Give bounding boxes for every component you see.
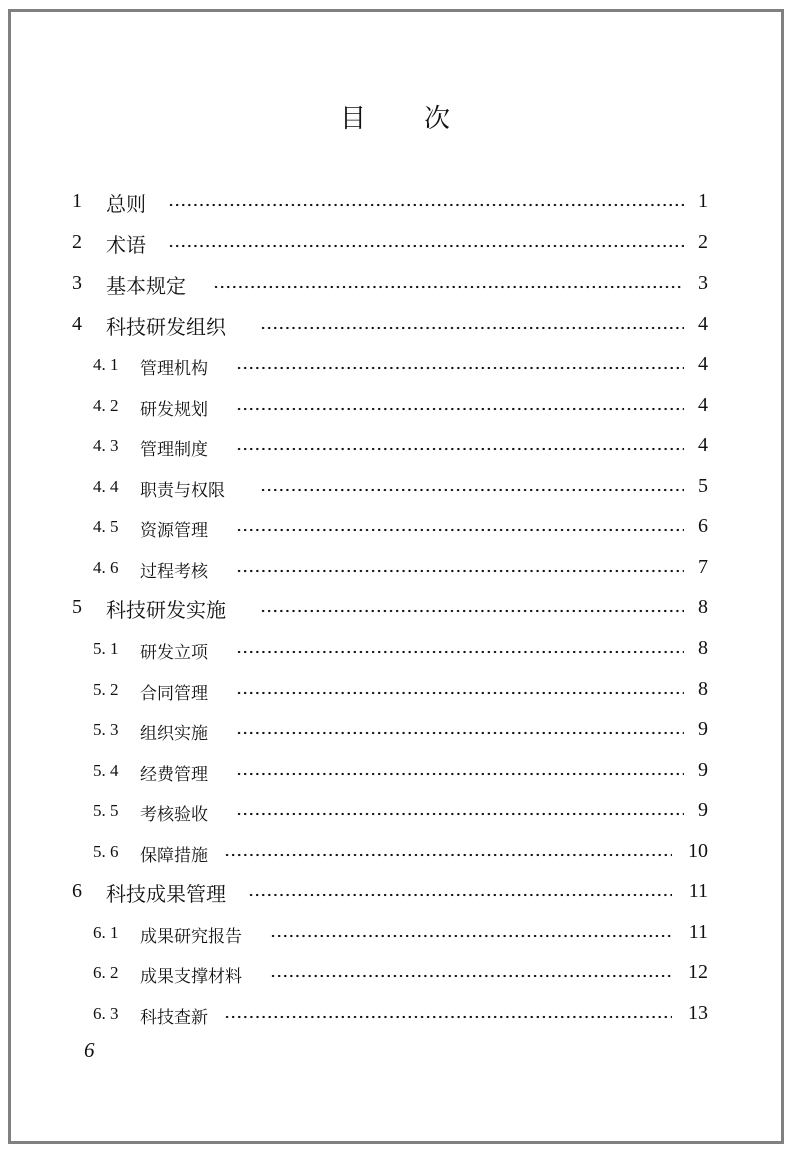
dot-leader (236, 569, 684, 573)
toc-entry[interactable] (0, 919, 790, 949)
toc-entry-label: 资源管理 (140, 521, 208, 540)
toc-entry[interactable] (0, 797, 790, 827)
toc-entry-page: 8 (698, 678, 708, 700)
toc-entry-label: 管理制度 (140, 440, 208, 459)
toc-entry[interactable] (0, 554, 790, 584)
title-char-2: 次 (424, 104, 451, 134)
toc-entry-label: 考核验收 (140, 805, 208, 824)
dot-leader (270, 934, 672, 938)
toc-entry-page: 3 (698, 272, 708, 294)
dot-leader (213, 285, 684, 289)
toc-entry-page: 7 (698, 556, 708, 578)
toc-entry-number: 6. 2 (93, 963, 119, 982)
toc-entry[interactable] (0, 676, 790, 706)
toc-entry[interactable] (0, 959, 790, 989)
toc-title (0, 98, 790, 135)
toc-entry-label: 总则 (106, 194, 146, 216)
toc-entry-number: 4. 6 (93, 558, 119, 577)
toc-entry-number: 6 (72, 880, 82, 902)
toc-entry-number: 6. 3 (93, 1004, 119, 1023)
dot-leader (260, 609, 684, 613)
toc-entry-page: 6 (698, 515, 708, 537)
toc-entry-page: 10 (688, 840, 708, 862)
toc-entry-number: 5. 6 (93, 842, 119, 861)
toc-entry-page: 9 (698, 759, 708, 781)
toc-entry-page: 9 (698, 718, 708, 740)
toc-entry-number: 1 (72, 190, 82, 212)
toc-entry-label: 合同管理 (140, 684, 208, 703)
toc-entry[interactable] (0, 635, 790, 665)
toc-entry-page: 4 (698, 353, 708, 375)
toc-entry-number: 4. 2 (93, 396, 119, 415)
toc-entry-page: 12 (688, 961, 708, 983)
toc-entry-page: 8 (698, 637, 708, 659)
dot-leader (236, 528, 684, 532)
toc-entry-label: 基本规定 (106, 276, 186, 298)
toc-entry-number: 3 (72, 272, 82, 294)
toc-entry[interactable] (0, 270, 790, 300)
toc-entry[interactable] (0, 351, 790, 381)
toc-entry-page: 5 (698, 475, 708, 497)
toc-entry[interactable] (0, 392, 790, 422)
toc-entry-label: 组织实施 (140, 724, 208, 743)
toc-entry-number: 4. 3 (93, 436, 119, 455)
toc-entry-number: 6. 1 (93, 923, 119, 942)
toc-entry[interactable] (0, 473, 790, 503)
dot-leader (236, 447, 684, 451)
toc-entry-label: 经费管理 (140, 765, 208, 784)
toc-entry-number: 5 (72, 596, 82, 618)
toc-entry-label: 职责与权限 (140, 481, 225, 500)
dot-leader (224, 853, 672, 857)
toc-entry-label: 科技成果管理 (106, 884, 226, 906)
toc-entry-label: 管理机构 (140, 359, 208, 378)
toc-entry-number: 4. 1 (93, 355, 119, 374)
page-number: 6 (84, 1038, 95, 1062)
dot-leader (260, 488, 684, 492)
dot-leader (236, 691, 684, 695)
toc-entry-page: 2 (698, 231, 708, 253)
dot-leader (168, 244, 684, 248)
toc-entry-label: 研发规划 (140, 400, 208, 419)
dot-leader (236, 812, 684, 816)
toc-entry-number: 4 (72, 313, 82, 335)
toc-entry[interactable] (0, 311, 790, 341)
dot-leader (236, 407, 684, 411)
dot-leader (236, 772, 684, 776)
toc-entry-page: 13 (688, 1002, 708, 1024)
toc-entry-number: 4. 4 (93, 477, 119, 496)
toc-entry-label: 术语 (106, 235, 146, 257)
toc-entry-page: 11 (688, 921, 708, 943)
toc-entry-number: 5. 1 (93, 639, 119, 658)
dot-leader (236, 366, 684, 370)
dot-leader (236, 650, 684, 654)
toc-entry[interactable] (0, 432, 790, 462)
toc-entry-label: 科技查新 (140, 1008, 208, 1027)
dot-leader (168, 203, 684, 207)
toc-entry[interactable] (0, 229, 790, 259)
toc-entry-label: 保障措施 (140, 846, 208, 865)
toc-entry-label: 成果研究报告 (140, 927, 242, 946)
toc-entry-number: 5. 2 (93, 680, 119, 699)
toc-entry-page: 9 (698, 799, 708, 821)
dot-leader (236, 731, 684, 735)
toc-entry-page: 4 (698, 434, 708, 456)
toc-entry[interactable] (0, 513, 790, 543)
toc-entry-number: 5. 5 (93, 801, 119, 820)
toc-entry-page: 8 (698, 596, 708, 618)
toc-entry[interactable] (0, 878, 790, 908)
dot-leader (248, 893, 672, 897)
toc-entry[interactable] (0, 188, 790, 218)
toc-entry-number: 5. 3 (93, 720, 119, 739)
toc-entry[interactable] (0, 838, 790, 868)
dot-leader (260, 326, 684, 330)
toc-entry-label: 成果支撑材料 (140, 967, 242, 986)
toc-entry-label: 科技研发组织 (106, 317, 226, 339)
toc-entry-number: 5. 4 (93, 761, 119, 780)
toc-entry-page: 4 (698, 313, 708, 335)
dot-leader (270, 974, 672, 978)
toc-entry[interactable] (0, 1000, 790, 1030)
toc-entry-page: 1 (698, 190, 708, 212)
toc-entry[interactable] (0, 594, 790, 624)
toc-entry-number: 2 (72, 231, 82, 253)
toc-entry-label: 过程考核 (140, 562, 208, 581)
toc-entry-page: 11 (688, 880, 708, 902)
toc-entry-number: 4. 5 (93, 517, 119, 536)
toc-entry-label: 研发立项 (140, 643, 208, 662)
toc-entry[interactable] (0, 716, 790, 746)
toc-entry[interactable] (0, 757, 790, 787)
title-char-1: 目 (339, 104, 366, 134)
toc-entry-label: 科技研发实施 (106, 600, 226, 622)
toc-entry-page: 4 (698, 394, 708, 416)
dot-leader (224, 1015, 672, 1019)
